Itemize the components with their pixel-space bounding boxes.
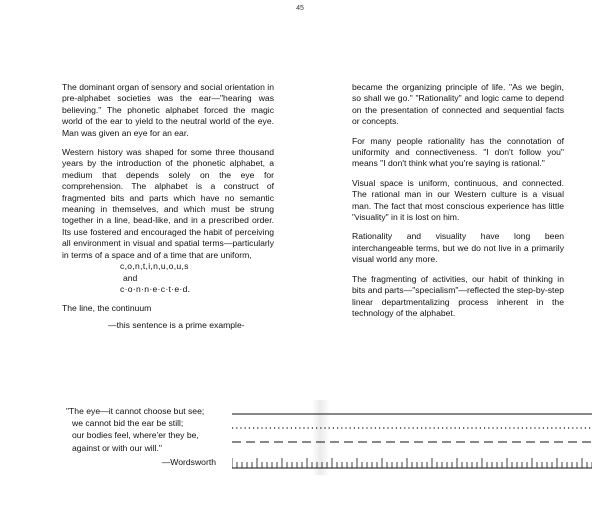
quote-line-1: "The eye—it cannot choose but see; [66, 406, 205, 416]
paragraph-visual-space: Visual space is uniform, continuous, and connected. The rational man in our Western culture is a visual man. The fact that most conscious experience has little "visuality" in it is lost on him. [352, 177, 564, 223]
quote-line-3: our bodies feel, where'er they be, [72, 430, 199, 441]
page-number: 45 [296, 5, 304, 12]
paragraph-rationality-connotation: For many people rationality has the connotation of uniformity and connectiveness. "I don't follow you" means "I don't think what you're saying is rational." [352, 135, 564, 169]
paragraph-ear-orientation: The dominant organ of sensory and social orientation in pre-alphabet societies was the ear—"hearing was believing." The phonetic alphabet forced the magic world of the ear to yield to the neutral world of the eye. Man was given an eye for an ear. [62, 82, 274, 138]
sentence-example-text: —this sentence is a prime example- [108, 319, 245, 330]
word-continuous: c,o,n,t,i,n,u,o,u,s [120, 261, 189, 272]
paragraph-interchangeable-terms: Rationality and visuality have long been interchangeable terms, but we do not live in a primarily visual world any more. [352, 231, 564, 265]
paragraph-organizing-principle: became the organizing principle of life. "As we begin, so shall we go." "Rationality" and logic came to depend on the presentation of connected and sequential facts or concepts. [352, 82, 564, 127]
spaced-words-block [62, 261, 274, 295]
line-continuum-text: The line, the continuum [62, 303, 152, 314]
right-column [352, 82, 564, 327]
paragraph-fragmenting: The fragmenting of activities, our habit of thinking in bits and parts—"specialism"—reflected the step-by-step linear departmentalizing process inherent in the technology of the alphabet. [352, 273, 564, 318]
word-and: and [123, 272, 138, 283]
quote-line-4: against or with our will." [72, 442, 162, 453]
quote-line-2: we cannot bid the ear be still; [72, 418, 184, 429]
left-column [62, 82, 274, 331]
line-styles-illustration [232, 408, 592, 480]
word-connected: c·o·n·n·e·c·t·e·d. [120, 283, 191, 294]
quote-attribution: —Wordsworth [161, 456, 216, 467]
ruler-line [232, 458, 592, 468]
wordsworth-quote [66, 405, 224, 468]
paragraph-western-history: Western history was shaped for some three thousand years by the introduction of the phonetic alphabet, a medium that depends solely on the eye for comprehension. The alphabet is a construct of fragmented bits and parts which have no semantic meaning in themselves, and which must be strung together in a line, bead-like, and in a prescribed order. Its use fostered and encouraged the habit of perceiving all environment in visual and spatial terms—particularly in terms of a space and of a time that are uniform, [62, 147, 274, 260]
